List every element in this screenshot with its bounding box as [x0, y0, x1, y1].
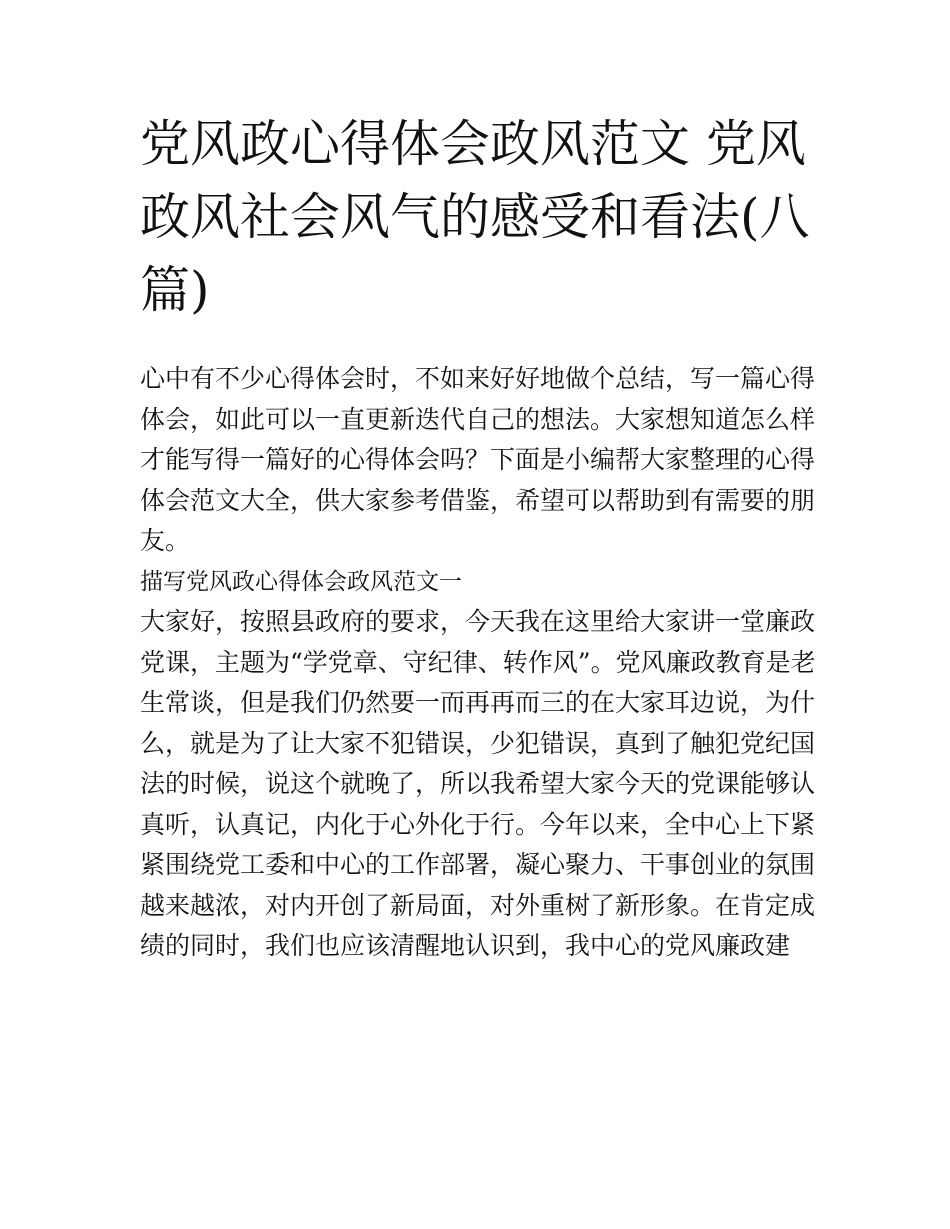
section-heading: 描写党风政心得体会政风范文一: [140, 568, 462, 595]
document-body: [140, 359, 820, 967]
intro-paragraph: 心中有不少心得体会时，不如来好好地做个总结，写一篇心得体会，如此可以一直更新迭代自己的想法。大家想知道怎么样才能写得一篇好的心得体会吗？下面是小编帮大家整理的心得体会范文大全，供大家参考借鉴，希望可以帮助到有需要的朋友。: [140, 364, 816, 555]
body-paragraph: 大家好，按照县政府的要求，今天我在这里给大家讲一堂廉政党课，主题为“学党章、守纪律、转作风”。党风廉政教育是老生常谈，但是我们仍然要一而再再而三的在大家耳边说，为什么，就是为了让大家不犯错误，少犯错误，真到了触犯党纪国法的时候，说这个就晚了，所以我希望大家今天的党课能够认真听，认真记，内化于心外化于行。今年以来，全中心上下紧紧围绕党工委和中心的工作部署，凝心聚力、干事创业的氛围越来越浓，对内开创了新局面，对外重树了新形象。在肯定成绩的同时，我们也应该清醒地认识到，我中心的党风廉政建: [140, 607, 816, 960]
document-title: 党风政心得体会政风范文 党风政风社会风气的感受和看法(八篇): [140, 115, 810, 319]
